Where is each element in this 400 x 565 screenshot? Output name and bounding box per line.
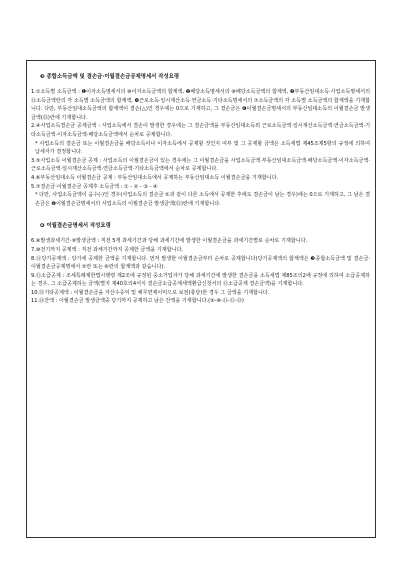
- paragraph-4: 4.⑥부동산임대소득 이월결손금 공제 : 부동산임대소득에서 공제하는 부동산임대소득 이월결손금을 기재합니다.: [31, 174, 279, 181]
- section-spacer: [31, 208, 370, 222]
- document-frame: [26, 60, 376, 538]
- paragraph-9: 9.⑫소급공제 : 조세특례제한법시행령 제2조에 규정된 중소기업자가 당해 과세기간에 발생한 결손금을 소득세법 제85조의2에 규정에 의하여 소급공제하는 경우, 그 소급공제하는 금액(별지 제40호의4서식 결손금소급공제세액환급신청서의 ⑫소급공제 결손금액)을 기재합니다.: [31, 272, 370, 288]
- paragraph-7: 7.⑩전기까지 공제액 : 직전 과세기간까지 공제한 금액을 기재합니다.: [31, 246, 184, 253]
- document-content: [31, 73, 370, 306]
- paragraph-2-note: * 사업소득의 결손금 또는 이월결손금을 배당소득이나 이자소득에서 공제할 것인지 여부 및 그 공제할 금액은 소득세법 제45조제5항의 규정에 의하여 납세자가 결정합니다.: [35, 140, 370, 156]
- section-heading-comprehensive-income: ❸ 종합소득금액 및 결손금·이월결손금공제명세서 작성요령: [40, 74, 180, 80]
- section-heading-carryover-loss: ❻ 이월결손금명세서 작성요령: [40, 223, 111, 230]
- paragraph-8: 8.⑪당기공제액 : 당기에 공제한 금액을 기재합니다. 먼저 발생한 이월결손금부터 순차로 공제합니다(당기공제액의 합계액은 ❸종합소득금액 및 결손금·이월결손금공제명세서 ⑤란 또는 ⑥란의 합계액과 같습니다).: [31, 255, 370, 271]
- paragraph-11: 11.⑭잔액 : 이월결손금 발생금액중 당기까지 공제하고 남은 잔액을 기재합니다.(⑨-⑩-⑪-⑫-⑬): [31, 298, 244, 305]
- paragraph-5: 5.⑦결손금·이월결손금 공제후 소득금액 : ① - ② - ③ - ④: [31, 183, 158, 190]
- paragraph-2: 2.④사업소득결손금 공제금액 : 사업소득에서 결손이 발생한 경우에는 그 결손금액을 부동산임대소득외 근로소득금액·일시재산소득금액·연금소득금액·기타소득금액·이자소득금액·배당소득금액에서 순차로 공제합니다.: [31, 123, 370, 138]
- paragraph-6: 6.⑧발생과세기간·⑨발생금액 : 직전 5개 과세기간과 당해 과세기간에 발생한 이월결손금을 과세기간별로 순차로 기재합니다.: [31, 238, 308, 245]
- paragraph-10: 10.⑬기타공제액 : 이월결손금을 자산수증익 및 채무면제이익으로 보전(충당)한 경우 그 금액을 기재합니다.: [31, 289, 270, 296]
- paragraph-1: 1.①소득별 소득금액 : ❶이자소득명세서의 ⑩이자소득금액의 합계액, ❷배당소득명세서의 ⑩배당소득금액의 합계액, ❸부동산임대소득·사업소득명세서의 ⑬소득금액란의 각 소득별 소득금액의 합계액, ❹근로소득·일시재산소득·연금소득·기타소득명세서의 ⑦소득금액의 각 소득별 소득금액의 합계액을 기재합니다. 다만, 부동산임대소득금액의 합계액이 결손(△)인 경우에는 0으로 기재하고, 그 결손금은 ❻이월결손금명세서의 부동산임대소득의 이월결손금 발생금액(⑮)란에 기재합니다.: [31, 89, 370, 121]
- paragraph-5-note: * 다만, 사업소득금액이 음수(-)인 경우(사업소득의 결손금 ⑤과 같이 다른 소득에서 공제한 후에도 결손금이 남는 경우)에는 0으로 기재하고, 그 남은 결손금은 ❻이월결손금명세서의 사업소득의 이월결손금 발생금액(⑮)란에 기재합니다.: [35, 192, 370, 207]
- paragraph-3: 3.⑤사업소득 이월결손금 공제 : 사업소득의 이월결손금이 있는 경우에는 그 이월결손금을 사업소득금액·부동산임대소득금액·배당소득금액·이자소득금액·근로소득금액·일시재산소득금액·연금소득금액·기타소득금액에서 순차로 공제합니다.: [31, 157, 370, 173]
